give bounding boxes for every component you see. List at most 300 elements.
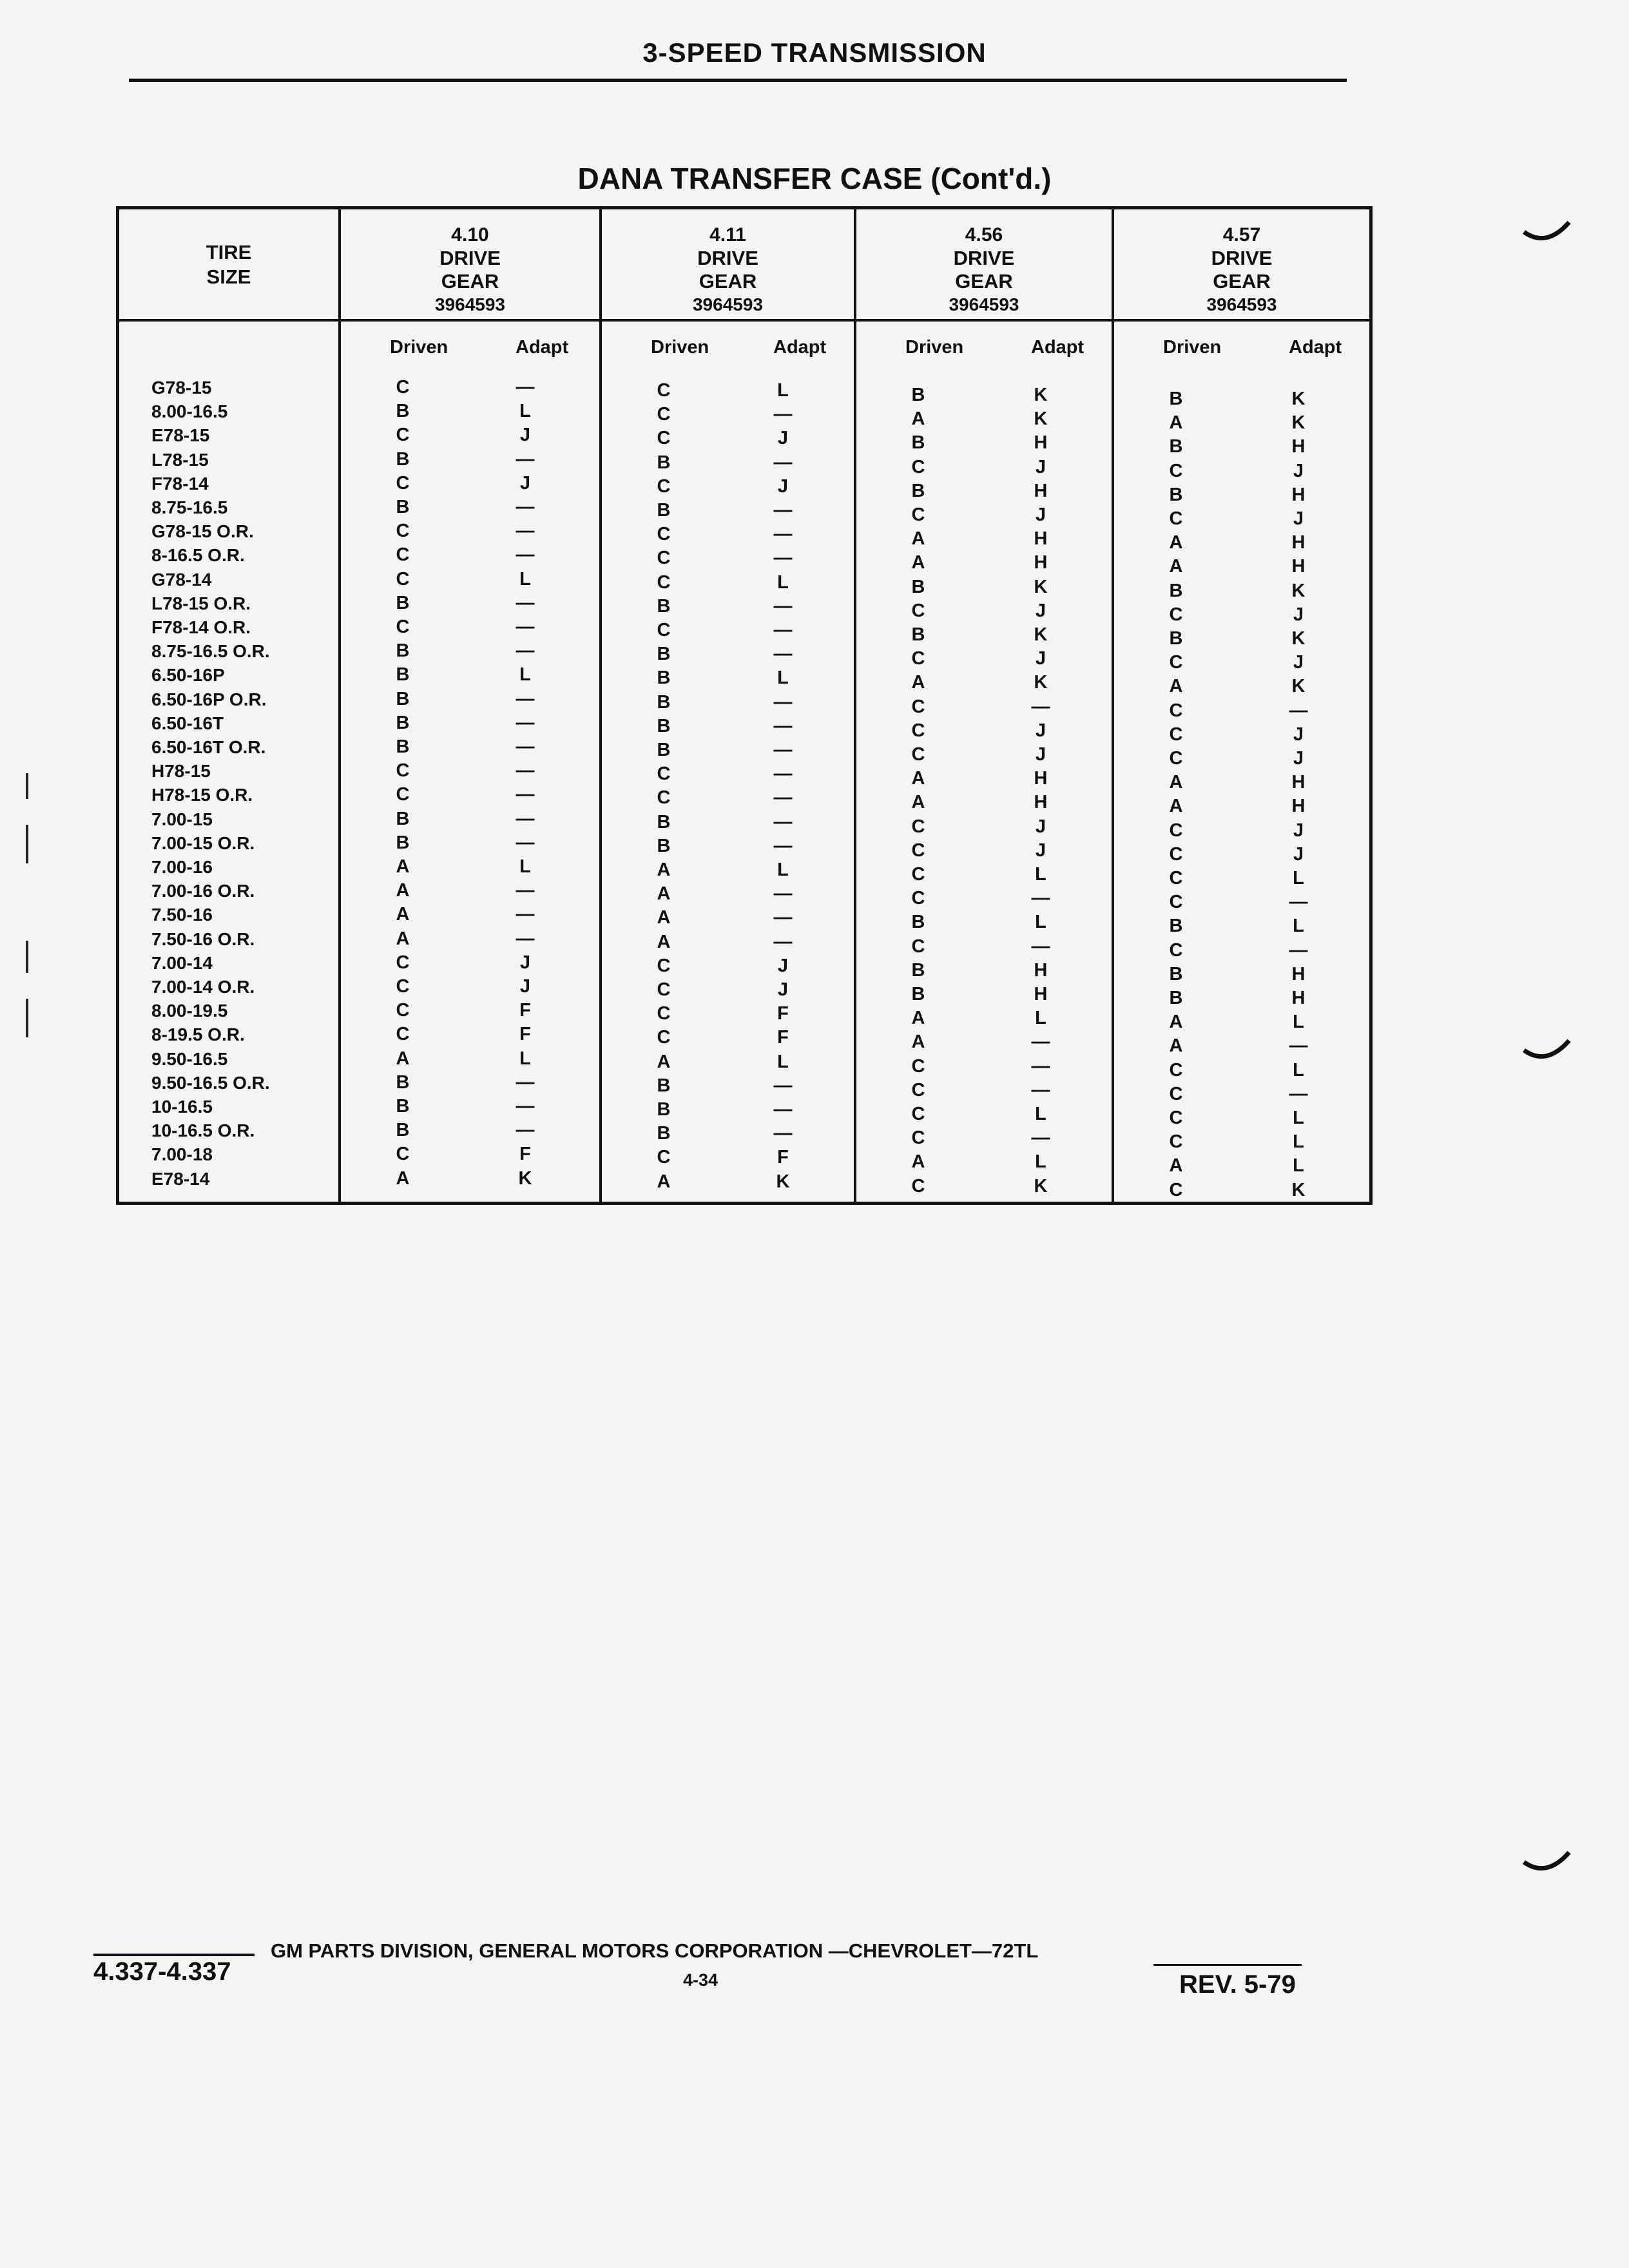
adapt-cell: J	[1293, 724, 1304, 745]
driven-cell: C	[1169, 508, 1183, 529]
driven-cell: B	[396, 808, 410, 829]
driven-cell: A	[911, 1151, 925, 1173]
column-divider	[1112, 209, 1114, 1202]
adapt-cell: —	[516, 736, 535, 757]
driven-cell: A	[1169, 532, 1183, 553]
driven-header: Driven	[1163, 337, 1222, 358]
adapt-cell: —	[773, 620, 793, 640]
driven-cell: A	[911, 1008, 925, 1029]
tire-size-cell: 7.50-16 O.R.	[151, 928, 255, 949]
adapt-cell: J	[1293, 508, 1304, 529]
driven-cell: B	[396, 640, 410, 662]
driven-cell: C	[1169, 892, 1183, 913]
driven-cell: C	[1169, 724, 1183, 745]
driven-cell: B	[1169, 436, 1183, 457]
adapt-cell: —	[773, 931, 793, 952]
footer-left-rule	[93, 1954, 255, 1956]
adapt-cell: H	[1034, 792, 1048, 813]
adapt-cell: L	[1293, 1131, 1304, 1153]
adapt-cell: —	[516, 928, 535, 949]
adapt-cell: J	[1035, 744, 1046, 765]
tire-size-cell: G78-14	[151, 569, 212, 590]
driven-cell: A	[911, 408, 925, 430]
driven-cell: C	[657, 787, 671, 809]
adapt-cell: K	[776, 1171, 790, 1192]
adapt-cell: —	[773, 524, 793, 545]
driven-cell: C	[657, 979, 671, 1000]
driven-cell: C	[911, 648, 925, 669]
adapt-cell: K	[518, 1168, 532, 1189]
adapt-cell: —	[773, 548, 793, 569]
driven-cell: C	[657, 1027, 671, 1048]
driven-cell: A	[396, 1168, 410, 1189]
driven-cell: B	[1169, 628, 1183, 649]
driven-cell: C	[911, 696, 925, 717]
driven-cell: A	[396, 904, 410, 925]
driven-cell: B	[396, 1072, 410, 1093]
adapt-cell: —	[516, 760, 535, 782]
driven-cell: B	[657, 1099, 671, 1120]
adapt-cell: H	[1034, 528, 1048, 550]
driven-cell: C	[657, 764, 671, 785]
driven-cell: A	[911, 552, 925, 573]
column-divider	[338, 209, 341, 1202]
adapt-cell: —	[773, 1099, 793, 1120]
tire-size-cell: 9.50-16.5 O.R.	[151, 1072, 270, 1093]
driven-cell: B	[396, 448, 410, 470]
driven-cell: C	[657, 524, 671, 545]
adapt-cell: J	[1293, 604, 1304, 625]
adapt-cell: —	[516, 592, 535, 613]
adapt-cell: —	[773, 907, 793, 928]
adapt-cell: —	[773, 715, 793, 736]
adapt-cell: —	[1031, 696, 1050, 717]
margin-tick	[26, 825, 28, 863]
driven-cell: B	[396, 664, 410, 686]
adapt-cell: H	[1291, 436, 1306, 457]
driven-cell: C	[657, 476, 671, 497]
adapt-cell: —	[773, 835, 793, 856]
driven-cell: B	[657, 452, 671, 473]
adapt-cell: K	[1291, 1179, 1306, 1200]
tire-size-cell: 8.00-19.5	[151, 1001, 228, 1021]
driven-cell: A	[1169, 772, 1183, 793]
footer-publisher: GM PARTS DIVISION, GENERAL MOTORS CORPORATION —CHEVROLET—72TL	[271, 1939, 1039, 1962]
driven-cell: A	[657, 907, 671, 928]
driven-cell: C	[911, 456, 925, 477]
adapt-cell: H	[1291, 772, 1306, 793]
adapt-cell: J	[1293, 820, 1304, 841]
adapt-cell: J	[1035, 720, 1046, 741]
adapt-cell: —	[516, 832, 535, 853]
driven-cell: B	[657, 1123, 671, 1144]
adapt-cell: L	[1035, 864, 1046, 885]
driven-cell: C	[396, 1024, 410, 1045]
adapt-cell: J	[1035, 816, 1046, 837]
driven-cell: C	[911, 744, 925, 765]
adapt-cell: —	[773, 644, 793, 665]
adapt-header: Adapt	[773, 337, 827, 358]
driven-cell: A	[1169, 1012, 1183, 1033]
driven-cell: A	[911, 528, 925, 550]
driven-cell: A	[657, 883, 671, 905]
driven-cell: C	[396, 1000, 410, 1021]
tire-size-cell: G78-15	[151, 378, 212, 398]
binder-hole-mark	[1521, 1037, 1572, 1063]
adapt-cell: J	[777, 955, 789, 976]
adapt-cell: —	[1289, 892, 1308, 913]
adapt-cell: J	[519, 976, 531, 997]
driven-cell: C	[1169, 1179, 1183, 1200]
adapt-cell: K	[1291, 412, 1306, 434]
tire-size-cell: H78-15	[151, 761, 211, 782]
tire-size-cell: 8.75-16.5	[151, 497, 228, 517]
driven-cell: C	[911, 864, 925, 885]
driven-cell: C	[657, 1003, 671, 1024]
driven-cell: B	[657, 668, 671, 689]
tire-size-cell: 7.50-16	[151, 905, 213, 925]
driven-cell: A	[396, 880, 410, 901]
adapt-header: Adapt	[1031, 337, 1084, 358]
tire-size-cell: 8-19.5 O.R.	[151, 1024, 245, 1045]
adapt-cell: —	[1289, 939, 1308, 961]
adapt-cell: J	[1035, 840, 1046, 861]
adapt-cell: K	[1034, 408, 1048, 430]
driven-cell: A	[1169, 1035, 1183, 1057]
driven-cell: B	[396, 688, 410, 709]
driven-cell: B	[1169, 916, 1183, 937]
driven-cell: B	[1169, 389, 1183, 409]
adapt-cell: K	[1034, 1175, 1048, 1196]
tire-size-cell: 6.50-16T	[151, 713, 224, 733]
tire-size-cell: 7.00-16	[151, 857, 213, 877]
driven-cell: C	[911, 840, 925, 861]
driven-cell: C	[911, 1055, 925, 1077]
driven-cell: B	[911, 912, 925, 933]
driven-cell: B	[396, 592, 410, 613]
adapt-cell: —	[773, 764, 793, 785]
tire-size-cell: F78-14 O.R.	[151, 617, 251, 637]
adapt-cell: F	[519, 1024, 531, 1045]
driven-cell: A	[911, 768, 925, 789]
adapt-cell: J	[777, 476, 789, 497]
driven-cell: C	[396, 544, 410, 566]
adapt-cell: F	[777, 1003, 789, 1024]
tire-size-cell: 6.50-16P	[151, 665, 225, 686]
footer-revision: REV. 5-79	[1179, 1970, 1296, 1999]
driven-cell: C	[1169, 939, 1183, 961]
driven-cell: B	[657, 595, 671, 617]
driven-cell: C	[1169, 1108, 1183, 1128]
tire-size-cell: L78-15 O.R.	[151, 593, 251, 613]
adapt-cell: F	[519, 1144, 531, 1165]
driven-cell: A	[1169, 412, 1183, 434]
adapt-cell: —	[773, 787, 793, 809]
driven-cell: B	[1169, 988, 1183, 1008]
adapt-cell: —	[516, 784, 535, 805]
tire-size-cell: G78-15 O.R.	[151, 521, 254, 542]
adapt-cell: —	[516, 448, 535, 470]
footer-page-number: 4-34	[683, 1970, 718, 1990]
tire-size-cell: 10-16.5 O.R.	[151, 1120, 255, 1141]
tire-size-cell: 10-16.5	[151, 1097, 213, 1117]
adapt-cell: K	[1034, 624, 1048, 645]
driven-cell: B	[396, 1120, 410, 1141]
adapt-cell: L	[777, 572, 789, 593]
driven-cell: B	[657, 811, 671, 832]
driven-cell: A	[911, 1032, 925, 1053]
adapt-cell: L	[1035, 1104, 1046, 1124]
driven-cell: B	[1169, 580, 1183, 601]
adapt-cell: F	[519, 1000, 531, 1021]
driven-cell: A	[657, 931, 671, 952]
driven-cell: B	[396, 736, 410, 757]
adapt-cell: L	[519, 1048, 531, 1069]
adapt-cell: —	[773, 500, 793, 521]
adapt-cell: J	[1293, 748, 1304, 769]
adapt-cell: J	[777, 979, 789, 1000]
driven-cell: C	[911, 600, 925, 621]
driven-cell: C	[396, 976, 410, 997]
adapt-cell: —	[1031, 1128, 1050, 1149]
adapt-cell: —	[1031, 888, 1050, 909]
driven-cell: B	[396, 401, 410, 422]
driven-cell: C	[911, 1079, 925, 1100]
adapt-cell: —	[1289, 1083, 1308, 1104]
driven-cell: B	[657, 1075, 671, 1096]
adapt-cell: —	[773, 740, 793, 760]
adapt-cell: L	[519, 856, 531, 877]
driven-cell: C	[657, 572, 671, 593]
driven-cell: C	[396, 568, 410, 590]
driven-cell: C	[911, 1175, 925, 1196]
tire-size-cell: 6.50-16P O.R.	[151, 689, 267, 709]
adapt-header: Adapt	[1289, 337, 1342, 358]
driven-cell: C	[396, 760, 410, 782]
adapt-cell: K	[1034, 576, 1048, 597]
adapt-cell: —	[773, 1123, 793, 1144]
driven-cell: C	[657, 428, 671, 449]
driven-cell: C	[1169, 1131, 1183, 1153]
driven-cell: C	[911, 505, 925, 525]
adapt-cell: F	[777, 1027, 789, 1048]
driven-cell: C	[657, 620, 671, 640]
driven-cell: A	[1169, 1155, 1183, 1177]
adapt-cell: H	[1034, 480, 1048, 501]
adapt-cell: K	[1291, 389, 1306, 409]
adapt-cell: —	[1289, 1035, 1308, 1057]
driven-cell: B	[657, 835, 671, 856]
adapt-cell: H	[1034, 432, 1048, 454]
driven-cell: A	[1169, 796, 1183, 817]
footer-rule	[1153, 1964, 1302, 1966]
adapt-cell: J	[1293, 843, 1304, 865]
margin-tick	[26, 773, 28, 799]
driven-cell: C	[396, 377, 410, 398]
adapt-cell: L	[1293, 1059, 1304, 1081]
driven-cell: B	[396, 832, 410, 853]
gear-header-411: 4.11 DRIVE GEAR 3964593	[692, 224, 763, 314]
driven-cell: B	[911, 959, 925, 981]
page-header: 3-SPEED TRANSMISSION	[642, 37, 987, 68]
driven-cell: C	[657, 1147, 671, 1168]
adapt-cell: H	[1034, 984, 1048, 1004]
adapt-cell: —	[516, 1120, 535, 1141]
driven-cell: C	[911, 720, 925, 741]
adapt-cell: —	[1031, 1055, 1050, 1077]
adapt-cell: —	[773, 452, 793, 473]
adapt-cell: —	[773, 404, 793, 425]
driven-cell: C	[1169, 700, 1183, 721]
tire-size-cell: E78-15	[151, 425, 210, 446]
driven-cell: A	[1169, 556, 1183, 577]
driven-cell: C	[657, 548, 671, 569]
driven-cell: C	[1169, 652, 1183, 673]
driven-cell: B	[657, 644, 671, 665]
adapt-cell: J	[1035, 648, 1046, 669]
tire-size-cell: 6.50-16T O.R.	[151, 737, 266, 757]
adapt-cell: J	[777, 428, 789, 449]
driven-cell: B	[911, 984, 925, 1004]
adapt-cell: J	[519, 425, 531, 446]
tire-size-cell: 8.00-16.5	[151, 401, 228, 422]
header-divider	[119, 319, 1369, 322]
adapt-cell: L	[1293, 1012, 1304, 1033]
adapt-cell: —	[1031, 1032, 1050, 1053]
driven-cell: A	[657, 1051, 671, 1072]
adapt-cell: H	[1291, 556, 1306, 577]
driven-cell: C	[1169, 748, 1183, 769]
adapt-cell: —	[516, 617, 535, 637]
driven-cell: C	[1169, 604, 1183, 625]
driven-cell: C	[911, 1104, 925, 1124]
adapt-cell: J	[1293, 460, 1304, 481]
adapt-cell: F	[777, 1147, 789, 1168]
tire-size-cell: 7.00-15 O.R.	[151, 832, 255, 853]
driven-cell: B	[396, 712, 410, 733]
adapt-cell: —	[1031, 1079, 1050, 1100]
adapt-cell: H	[1034, 552, 1048, 573]
adapt-cell: —	[516, 808, 535, 829]
driven-cell: A	[911, 672, 925, 693]
driven-cell: C	[1169, 820, 1183, 841]
driven-cell: B	[1169, 484, 1183, 505]
driven-cell: B	[911, 624, 925, 645]
adapt-cell: —	[773, 595, 793, 617]
driven-cell: C	[1169, 843, 1183, 865]
margin-tick	[26, 999, 28, 1037]
driven-cell: C	[911, 888, 925, 909]
driven-cell: A	[911, 792, 925, 813]
tire-size-cell: 8.75-16.5 O.R.	[151, 641, 270, 662]
driven-cell: C	[1169, 1083, 1183, 1104]
adapt-header: Adapt	[516, 337, 569, 358]
adapt-cell: —	[516, 640, 535, 662]
tire-size-cell: 7.00-15	[151, 809, 213, 829]
driven-header: Driven	[905, 337, 964, 358]
driven-cell: A	[1169, 676, 1183, 697]
tire-size-header: TIRE SIZE	[206, 241, 252, 288]
adapt-cell: J	[1035, 600, 1046, 621]
column-divider	[599, 209, 602, 1202]
driven-cell: C	[396, 952, 410, 973]
driven-cell: C	[396, 1144, 410, 1165]
driven-cell: B	[911, 480, 925, 501]
adapt-cell: —	[516, 521, 535, 542]
table-title: DANA TRANSFER CASE (Cont'd.)	[577, 162, 1052, 195]
adapt-cell: L	[1035, 1151, 1046, 1173]
adapt-cell: H	[1291, 796, 1306, 817]
driven-cell: B	[657, 715, 671, 736]
adapt-cell: —	[516, 880, 535, 901]
driven-header: Driven	[651, 337, 709, 358]
gear-header-456: 4.56 DRIVE GEAR 3964593	[949, 224, 1019, 314]
adapt-cell: L	[777, 668, 789, 689]
margin-tick	[26, 941, 28, 973]
adapt-cell: H	[1291, 988, 1306, 1008]
adapt-cell: —	[1031, 936, 1050, 957]
driven-cell: A	[396, 856, 410, 877]
driven-cell: A	[396, 928, 410, 949]
adapt-cell: H	[1291, 484, 1306, 505]
driven-cell: C	[396, 425, 410, 446]
binder-hole-mark	[1521, 1849, 1572, 1875]
adapt-cell: —	[516, 904, 535, 925]
tire-size-cell: 7.00-14	[151, 952, 213, 973]
driven-cell: B	[657, 691, 671, 713]
tire-size-cell: L78-15	[151, 449, 209, 470]
driven-cell: A	[657, 1171, 671, 1192]
tire-size-cell: 7.00-16 O.R.	[151, 881, 255, 901]
driven-cell: C	[1169, 1059, 1183, 1081]
tire-size-cell: 7.00-14 O.R.	[151, 977, 255, 997]
adapt-cell: H	[1034, 768, 1048, 789]
tire-size-cell: H78-15 O.R.	[151, 785, 253, 805]
transfer-case-table	[116, 206, 1373, 1205]
adapt-cell: L	[1035, 912, 1046, 933]
adapt-cell: L	[1035, 1008, 1046, 1029]
driven-cell: C	[911, 816, 925, 837]
driven-cell: C	[396, 617, 410, 637]
adapt-cell: L	[1293, 916, 1304, 937]
adapt-cell: L	[519, 568, 531, 590]
gear-header-457: 4.57 DRIVE GEAR 3964593	[1206, 224, 1277, 314]
footer-doc-number: 4.337-4.337	[93, 1957, 231, 1986]
driven-cell: B	[911, 432, 925, 454]
adapt-cell: L	[777, 860, 789, 880]
driven-cell: C	[1169, 460, 1183, 481]
adapt-cell: K	[1291, 628, 1306, 649]
adapt-cell: —	[773, 883, 793, 905]
adapt-cell: —	[516, 544, 535, 566]
header-rule	[129, 79, 1347, 82]
adapt-cell: L	[519, 664, 531, 686]
driven-header: Driven	[390, 337, 448, 358]
driven-cell: C	[1169, 868, 1183, 889]
adapt-cell: —	[516, 688, 535, 709]
driven-cell: A	[657, 860, 671, 880]
adapt-cell: L	[777, 1051, 789, 1072]
tire-size-cell: 8-16.5 O.R.	[151, 545, 245, 566]
driven-cell: B	[1169, 963, 1183, 985]
driven-cell: C	[657, 380, 671, 401]
adapt-cell: L	[777, 380, 789, 401]
driven-cell: B	[657, 740, 671, 760]
adapt-cell: K	[1291, 580, 1306, 601]
driven-cell: C	[396, 472, 410, 494]
binder-hole-mark	[1521, 219, 1572, 245]
driven-cell: C	[396, 784, 410, 805]
